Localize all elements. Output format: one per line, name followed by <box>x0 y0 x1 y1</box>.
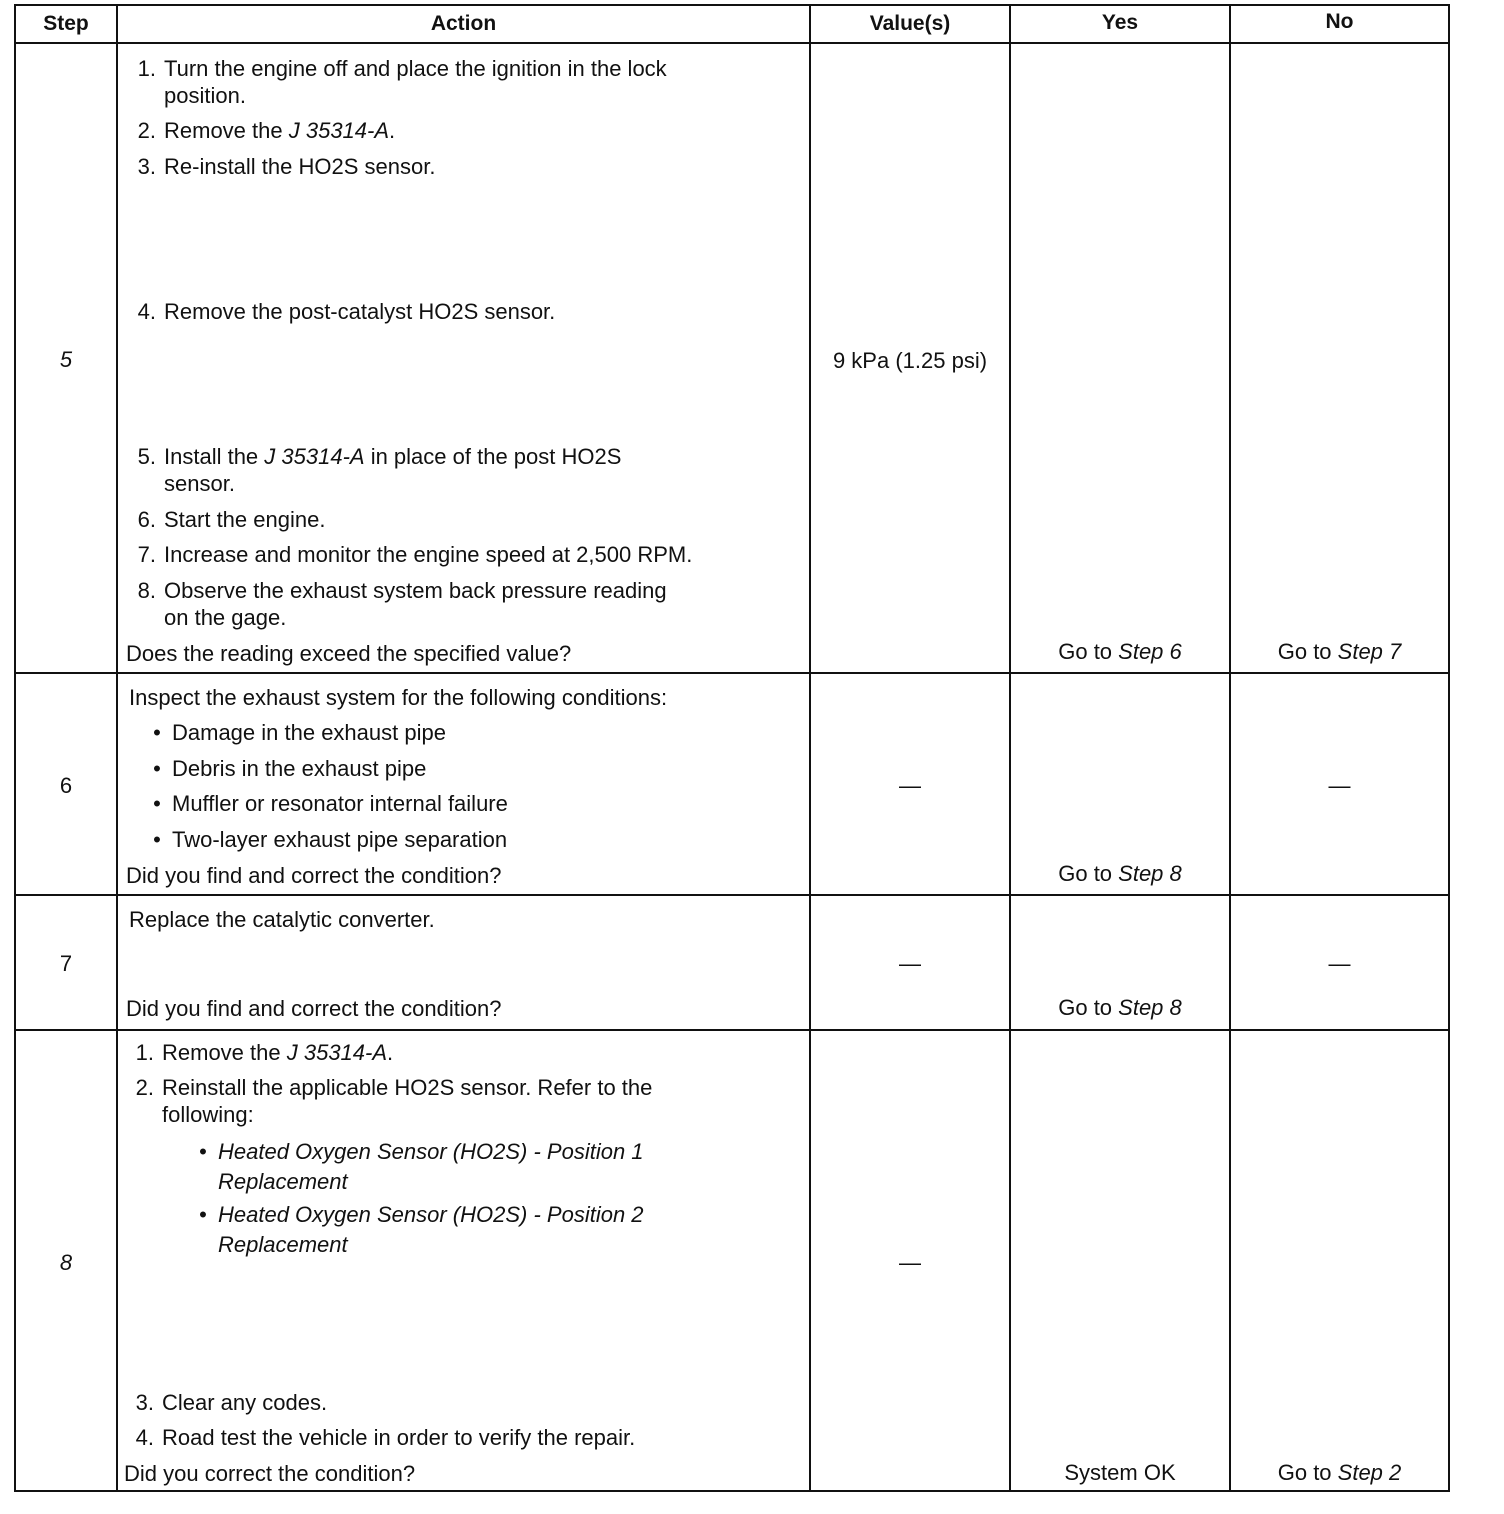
item-number: 6. <box>137 507 156 532</box>
rule <box>14 4 1450 6</box>
item-text: Damage in the exhaust pipe <box>172 720 446 745</box>
item-number: 2. <box>135 1075 154 1100</box>
no-result: — <box>1328 773 1351 798</box>
item-text: . <box>389 118 396 143</box>
spec-value: 9 kPa (1.25 psi) <box>832 348 988 373</box>
item-number: 7. <box>137 542 156 567</box>
item-text: Replacement <box>218 1169 348 1194</box>
header-action: Action <box>430 12 497 35</box>
result-text: Go to <box>1277 639 1338 664</box>
step-link: Step 8 <box>1118 861 1182 886</box>
bullet: • <box>153 791 161 816</box>
item-text: following: <box>162 1102 254 1127</box>
list-item <box>118 55 667 109</box>
result-text: Go to <box>1058 639 1119 664</box>
reference-link <box>194 1200 644 1260</box>
item-text: Start the engine. <box>164 507 326 532</box>
step-link: Step 7 <box>1337 639 1402 664</box>
list-item <box>118 298 555 325</box>
yes-result <box>1011 638 1229 665</box>
item-text: in place of the post HO2S <box>364 444 622 469</box>
item-text: position. <box>164 83 246 108</box>
rule <box>116 4 118 1492</box>
tool-reference: J 35314-A <box>264 444 365 469</box>
list-item <box>148 755 426 782</box>
spec-value: — <box>899 773 921 798</box>
rule <box>14 1029 1450 1031</box>
bullet: • <box>153 827 161 852</box>
item-number: 4. <box>135 1425 154 1450</box>
step-link: Step 8 <box>1118 995 1182 1020</box>
rule <box>1009 4 1011 1492</box>
bullet: • <box>199 1202 207 1227</box>
rule <box>14 42 1450 44</box>
item-number: 5. <box>137 444 156 469</box>
tool-reference: J 35314-A <box>286 1040 388 1065</box>
item-number: 2. <box>137 118 156 143</box>
item-text: Remove the post-catalyst HO2S sensor. <box>164 299 556 324</box>
step-number: 5 <box>59 347 73 372</box>
header-no: No <box>1325 10 1354 33</box>
list-item <box>118 506 325 533</box>
spec-value: — <box>899 951 921 976</box>
item-text: Remove the <box>164 118 289 143</box>
list-item <box>118 117 395 144</box>
result-text: Go to <box>1058 995 1119 1020</box>
item-text: Reinstall the applicable HO2S sensor. Refer to the <box>162 1075 653 1100</box>
reference-link <box>194 1137 644 1197</box>
step-number: 6 <box>59 773 73 798</box>
list-item <box>116 1389 327 1416</box>
rule <box>14 894 1450 896</box>
yes-result: System OK <box>1064 1460 1176 1485</box>
item-text: Heated Oxygen Sensor (HO2S) - Position 2 <box>218 1202 644 1227</box>
item-number: 1. <box>135 1040 154 1065</box>
question: Did you find and correct the condition? <box>126 996 502 1021</box>
question: Did you correct the condition? <box>124 1461 416 1486</box>
rule <box>14 672 1450 674</box>
rule <box>14 1490 1450 1492</box>
item-number: 3. <box>135 1390 154 1415</box>
item-text: Re-install the HO2S sensor. <box>164 154 436 179</box>
step-link: Step 6 <box>1118 639 1182 664</box>
list-item <box>116 1039 393 1066</box>
question: Did you find and correct the condition? <box>126 863 502 888</box>
list-item <box>118 153 435 180</box>
step-link: Step 2 <box>1337 1460 1402 1485</box>
question: Does the reading exceed the specified value? <box>126 641 572 666</box>
item-text: Increase and monitor the engine speed at 2,500 RPM. <box>164 542 693 567</box>
list-item <box>118 577 667 631</box>
item-text: Clear any codes. <box>162 1390 328 1415</box>
item-text: sensor. <box>164 471 235 496</box>
no-result <box>1231 1459 1448 1486</box>
header-values: Value(s) <box>869 12 951 35</box>
list-item <box>148 790 508 817</box>
step-number: 8 <box>59 1250 73 1275</box>
item-text: Turn the engine off and place the ignition in the lock <box>164 56 667 81</box>
list-item <box>116 1424 635 1451</box>
item-text: Install the <box>164 444 265 469</box>
no-result: — <box>1328 951 1351 976</box>
item-text: Replacement <box>218 1232 348 1257</box>
item-text: Observe the exhaust system back pressure reading <box>164 578 667 603</box>
intro-text: Replace the catalytic converter. <box>129 907 435 932</box>
yes-result <box>1011 994 1229 1021</box>
item-text: Heated Oxygen Sensor (HO2S) - Position 1 <box>218 1139 644 1164</box>
no-result <box>1231 638 1448 665</box>
header-yes: Yes <box>1101 11 1139 34</box>
header-step: Step <box>43 12 89 35</box>
item-number: 1. <box>137 56 156 81</box>
item-text: Remove the <box>162 1040 287 1065</box>
item-text: Two-layer exhaust pipe separation <box>172 827 508 852</box>
step-number: 7 <box>59 951 73 976</box>
bullet: • <box>199 1139 207 1164</box>
item-number: 3. <box>137 154 156 179</box>
list-item <box>116 1074 652 1128</box>
item-text: on the gage. <box>164 605 287 630</box>
rule <box>1229 4 1231 1492</box>
bullet: • <box>153 720 161 745</box>
bullet: • <box>153 756 161 781</box>
spec-value: — <box>899 1250 921 1275</box>
item-text: . <box>387 1040 394 1065</box>
list-item <box>148 719 446 746</box>
tool-reference: J 35314-A <box>288 118 390 143</box>
list-item <box>118 541 692 568</box>
yes-result <box>1011 860 1229 887</box>
result-text: Go to <box>1058 861 1119 886</box>
item-number: 8. <box>137 578 156 603</box>
item-number: 4. <box>137 299 156 324</box>
list-item <box>118 443 621 497</box>
item-text: Debris in the exhaust pipe <box>172 756 427 781</box>
result-text: Go to <box>1277 1460 1338 1485</box>
list-item <box>148 826 507 853</box>
intro-text: Inspect the exhaust system for the following conditions: <box>129 685 668 710</box>
item-text: Road test the vehicle in order to verify the repair. <box>162 1425 636 1450</box>
rule <box>1448 4 1450 1492</box>
item-text: Muffler or resonator internal failure <box>172 791 508 816</box>
